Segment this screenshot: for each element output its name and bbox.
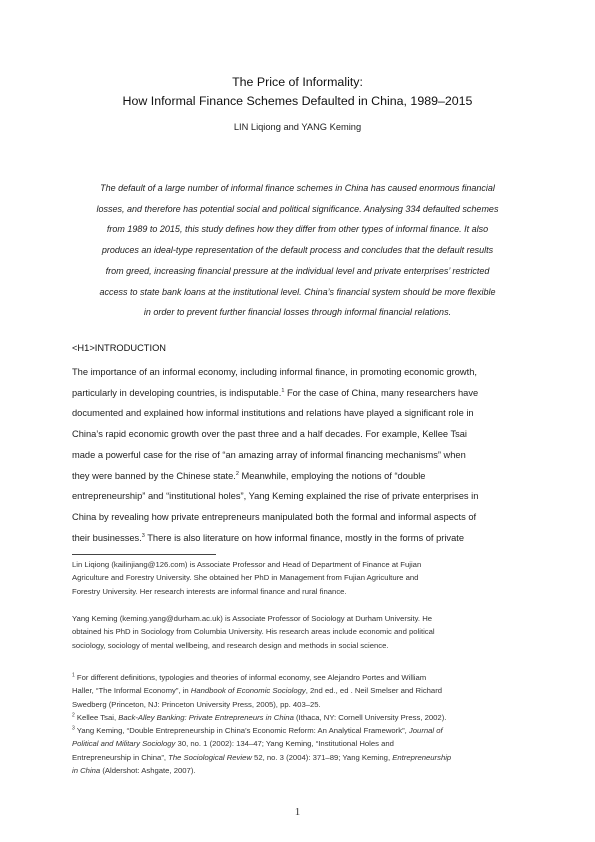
footnote-number: 2 [72,712,75,719]
note-text: Kellee Tsai, [74,713,119,722]
footnote-ref[interactable]: 1 [281,387,285,394]
note-line: Swedberg (Princeton, NJ: Princeton University Press, 2005), pp. 403–25. [72,699,321,709]
note-line [72,751,532,764]
note-title-italic: Handbook of Economic Sociology [190,686,306,696]
note-line [72,737,532,750]
abstract-line: losses, and therefore has potential social and political significance. Analysing 334 defaulted schemes [96,203,499,214]
body-text-span: they were banned by the Chinese state. [72,470,236,481]
note-text: , 2nd ed., ed . Neil Smelser and Richard [305,686,443,696]
note-line: Lin Liqiong (kailinjiang@126.com) is Associate Professor and Head of Department of Finance at Fujian [72,560,422,569]
note-text: For different definitions, typologies and theories of informal economy, see Alejandro Portes and William [74,673,427,682]
note-title-italic: Entrepreneurship [392,752,452,762]
body-line [72,466,532,487]
body-line [72,383,532,404]
abstract-line: from greed, increasing financial pressure at the individual level and private enterprises’ restricted [105,265,490,276]
note-text: (Ithaca, NY: Cornell University Press, 2002). [293,713,447,722]
footnote-ref[interactable]: 2 [235,470,239,477]
note-text: 30, no. 1 (2002): 134–47; Yang Keming, “Institutional Holes and [175,739,394,749]
body-text-span: particularly in developing countries, is indisputable. [72,387,282,398]
note-text: Yang Keming, “Double Entrepreneurship in China’s Economic Reform: An Analytical Framework”, [74,726,409,735]
title-line-2: How Informal Finance Schemes Defaulted in China, 1989–2015 [122,94,473,108]
author-note-yang [72,612,532,652]
note-line: Agriculture and Forestry University. She obtained her PhD in Management from Fujian Agriculture and [72,573,419,583]
body-line: The importance of an informal economy, including informal finance, in promoting economic growth, [72,367,477,377]
note-line: obtained his PhD in Sociology from Columbia University. His research areas include economic and political [72,627,435,637]
footnote-number: 3 [72,725,75,732]
body-line: made a powerful case for the rise of “an amazing array of informal financing mechanisms” when [72,449,466,460]
abstract-line: The default of a large number of informal finance schemes in China has caused enormous financial [100,183,495,193]
footnote-3 [72,724,532,778]
note-title-italic: The Sociological Review [168,752,252,762]
body-line: China’s rapid economic growth over the past three and a half decades. For example, Kellee Tsai [72,429,467,440]
note-line [72,764,532,777]
note-line: Yang Keming (keming.yang@durham.ac.uk) is Associate Professor of Sociology at Durham University. He [72,614,433,623]
footnote-ref[interactable]: 3 [141,532,145,539]
note-title-italic: Political and Military Sociology [72,739,176,749]
note-line [72,711,532,724]
note-line [72,724,532,737]
abstract-line: from 1989 to 2015, this study defines how they differ from other types of informal finance. It also [106,224,489,235]
footnote-1 [72,671,532,711]
body-text [72,362,532,548]
title-line-1: The Price of Informality: [232,75,363,89]
note-line [72,684,532,697]
body-line: documented and explained how informal institutions and relations have played a significant role in [72,408,474,419]
body-text-span: For the case of China, many researchers have [284,387,479,398]
author-note-lin [72,558,532,598]
note-text: Entrepreneurship in China”, [72,752,169,762]
abstract-line: produces an ideal-type representation of the default process and concludes that the default results [101,245,494,256]
note-title-italic: Back-Alley Banking: Private Entrepreneurs in China [118,713,294,722]
author-line: LIN Liqiong and YANG Keming [233,122,362,132]
note-line [72,671,532,684]
note-text: 52, no. 3 (2004): 371–89; Yang Keming, [251,752,393,762]
note-title-italic: Journal of [408,726,443,735]
footnote-number: 1 [72,672,75,679]
body-text-span: There is also literature on how informal finance, mostly in the forms of private [144,532,464,543]
body-text-span: Meanwhile, employing the notions of “double [238,470,426,481]
note-line: sociology, sociology of mental wellbeing, and research design and methods in social science. [72,640,389,650]
note-line: Forestry University. Her research interests are informal finance and rural finance. [72,586,347,596]
note-text: Haller, “The Informal Economy”, in [72,686,191,696]
paper-title [40,73,555,111]
abstract [82,178,513,323]
note-text: (Aldershot: Ashgate, 2007). [100,766,196,776]
section-heading: <H1>INTRODUCTION [72,343,167,353]
footnote-separator [72,554,216,555]
note-title-italic: in China [72,766,101,776]
body-line: entrepreneurship” and “institutional holes”, Yang Keming explained the rise of private enterprises in [72,491,479,502]
abstract-line: access to state bank loans at the institutional level. China’s financial system should be more flexible [99,286,496,297]
page-number: 1 [294,806,301,818]
abstract-line: in order to prevent further financial losses through informal financial relations. [143,307,452,318]
body-line [72,528,532,549]
body-text-span: their businesses. [72,532,142,543]
footnote-2 [72,711,532,724]
body-line: China by revealing how private entrepreneurs manipulated both the formal and informal aspects of [72,511,477,522]
